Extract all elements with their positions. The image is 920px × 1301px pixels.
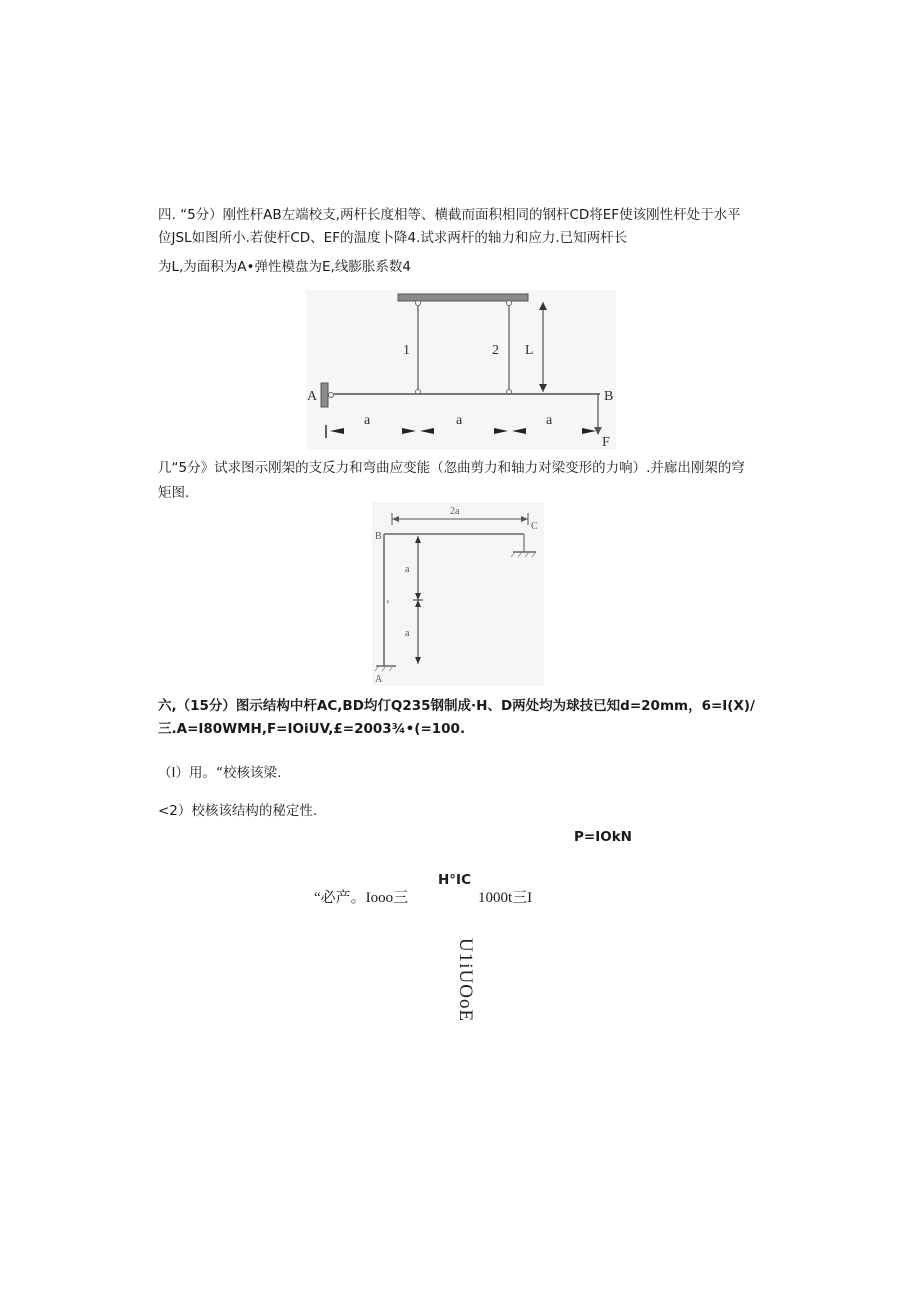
length-label: L (525, 343, 534, 358)
rod1-top-pin (416, 301, 421, 306)
load-P-label: P=IOkN (574, 829, 632, 845)
height-a-1: a (405, 564, 410, 575)
vertical-text: U1iUOoE (455, 938, 476, 1023)
problem5-line1: 几“5分》试求图示刚架的支反力和弯曲应变能（忽曲剪力和轴力对梁变形的力响）.并廊出刚架的穹 (158, 460, 745, 476)
rod2-label: 2 (492, 343, 499, 358)
problem4-line3: 为L,为面积为A•弹性模盘为E,线膨胀系数4 (158, 259, 411, 275)
point-A-label: A (307, 389, 318, 404)
span-label: 2a (450, 506, 460, 517)
point-C-label: C (531, 521, 538, 532)
dim-a-2: a (456, 413, 463, 428)
wall-support-A (321, 383, 328, 407)
height-a-2: a (405, 628, 410, 639)
point-B-label: B (375, 531, 382, 542)
ceiling-support (398, 294, 528, 301)
column-load-mark: › (386, 596, 390, 607)
point-A-label: A (375, 674, 383, 685)
problem4-line1: 四. “5分）刚性杆AB左端校支,两杆长度相等、横截而面积相同的钢杆CD将EF使该刚性杆处于水平 (158, 207, 741, 223)
scribble-right: 1000t三I (478, 890, 533, 906)
dim-a-1: a (364, 413, 371, 428)
rigid-bar-figure (306, 290, 616, 450)
scribble-left: “必产。Iooo三 (314, 890, 409, 906)
problem6-sub1: （I）用。“校核该梁. (158, 765, 282, 781)
dim-a-3: a (546, 413, 553, 428)
rigid-frame-figure (372, 502, 544, 686)
problem6-line1: 六,（15分）图示结构中杆AC,BD均仃Q235钢制成·H、D两处均为球技已知d=20mm，6=I(X)/ (158, 698, 755, 714)
load-F-label: F (602, 435, 610, 450)
problem6-line2: 三.A=I80WMH,F=IOiUV,£=2003¾•(=100. (158, 721, 466, 737)
problem6-sub2: <2）校核该结构的秘定性. (158, 803, 318, 819)
problem5-line2: 矩图. (158, 485, 190, 501)
rod1-label: 1 (403, 343, 410, 358)
rod2-top-pin (507, 301, 512, 306)
hinge-A (329, 393, 334, 398)
point-B-label: B (604, 389, 614, 404)
figure-background (372, 502, 544, 686)
problem4-line2: 位JSL如图所小.若使杆CD、EF的温度卜降4.试求两杆的轴力和应力.已知两杆长 (158, 230, 628, 246)
hc-label: H°IC (438, 872, 471, 888)
